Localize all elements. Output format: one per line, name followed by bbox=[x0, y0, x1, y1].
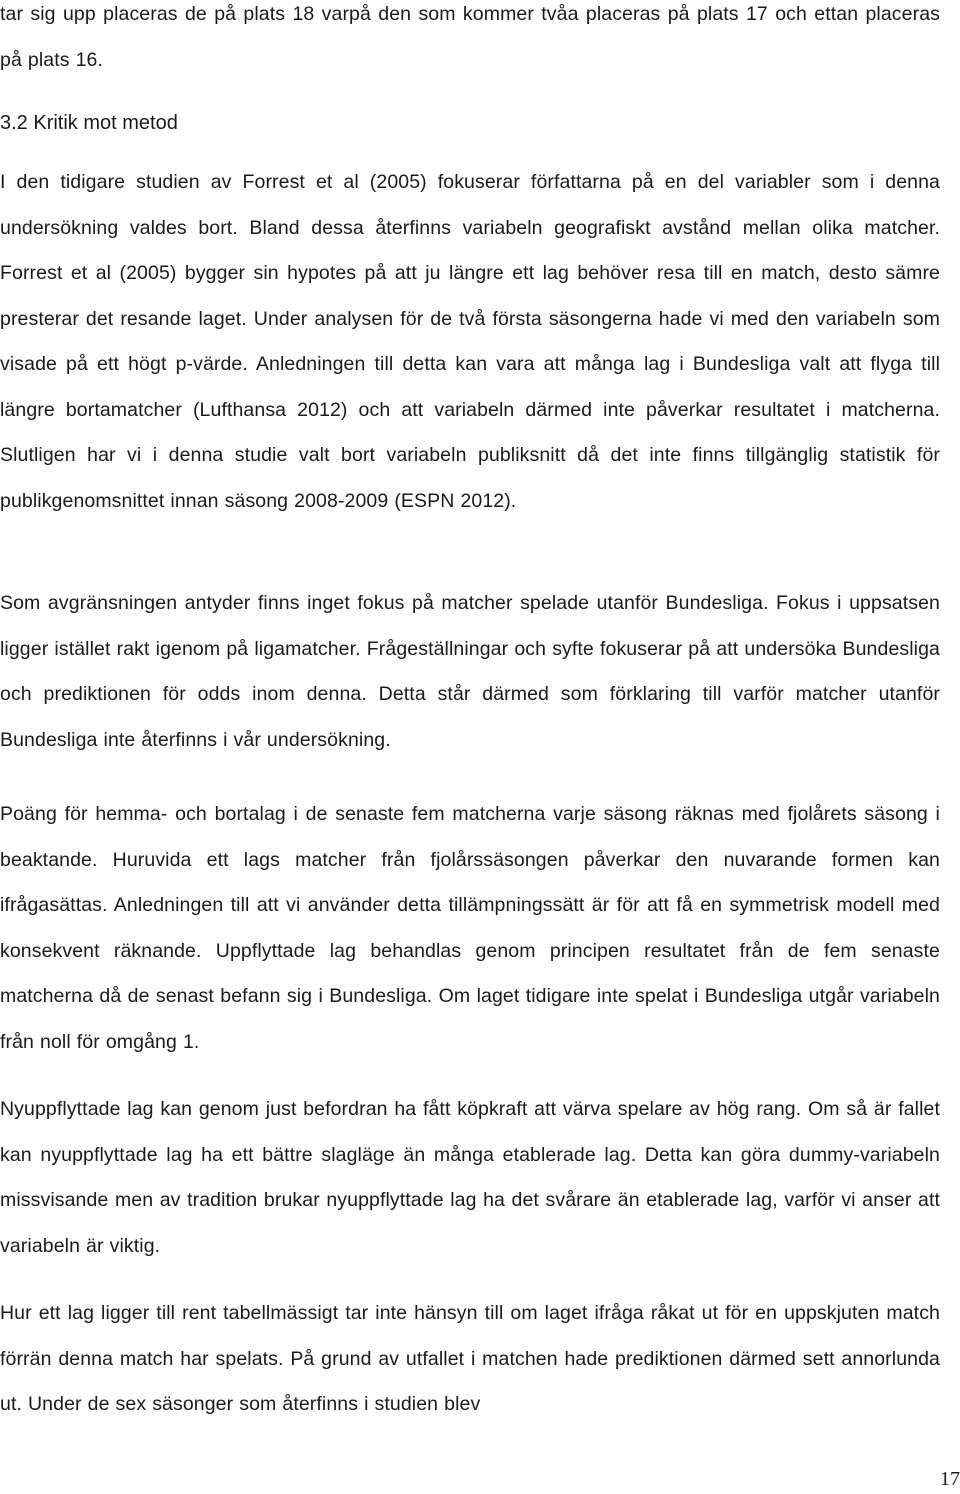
paragraph-2: Som avgränsningen antyder finns inget fokus på matcher spelade utanför Bundesliga. Fokus i uppsatsen ligger istället rakt igenom på ligamatcher. Frågeställningar och syfte fokuserar på att undersöka Bundesliga och prediktionen för odds inom denna. Detta står därmed som förklaring till varför matcher utanför Bundesliga inte återfinns i vår undersökning. bbox=[0, 592, 940, 751]
paragraph-1: I den tidigare studien av Forrest et al (2005) fokuserar författarna på en del variabler som i denna undersökning valdes bort. Bland dessa återfinns variabeln geografiskt avstånd mellan olika matcher. Forrest et al (2005) bygger sin hypotes på att ju längre ett lag behöver resa till en match, desto sämre presterar det resande laget. Under analysen för de två första säsongerna hade vi med den variabeln som visade på ett högt p-värde. Anledningen till detta kan vara att många lag i Bundesliga valt att flyga till längre bortamatcher (Lufthansa 2012) och att variabeln därmed inte påverkar resultatet i matcherna. Slutligen har vi i denna studie valt bort variabeln publiksnitt då det inte finns tillgänglig statistik för publikgenomsnittet innan säsong 2008-2009 (ESPN 2012). bbox=[0, 171, 940, 512]
paragraph-3: Poäng för hemma- och bortalag i de senaste fem matcherna varje säsong räknas med fjolårets säsong i beaktande. Huruvida ett lags matcher från fjolårssäsongen påverkar den nuvarande formen kan ifrågasättas. Anledningen till att vi använder detta tillämpningssätt är för att få en symmetrisk modell med konsekvent räknande. Uppflyttade lag behandlas genom principen resultatet från de fem senaste matcherna då de senast befann sig i Bundesliga. Om laget tidigare inte spelat i Bundesliga utgår variabeln från noll för omgång 1. bbox=[0, 803, 940, 1053]
paragraph-5: Hur ett lag ligger till rent tabellmässigt tar inte hänsyn till om laget ifråga råkat ut för en uppskjuten match förrän denna match har spelats. På grund av utfallet i matchen hade prediktionen därmed sett annorlunda ut. Under de sex säsonger som återfinns i studien blev bbox=[0, 1302, 940, 1415]
intro-paragraph: tar sig upp placeras de på plats 18 varpå den som kommer tvåa placeras på plats 17 och ettan placeras på plats 16. bbox=[0, 3, 940, 71]
section-heading: 3.2 Kritik mot metod bbox=[0, 112, 178, 134]
page-number: 17 bbox=[940, 1468, 960, 1490]
paragraph-4: Nyuppflyttade lag kan genom just befordran ha fått köpkraft att värva spelare av hög rang. Om så är fallet kan nyuppflyttade lag ha ett bättre slagläge än många etablerade lag. Detta kan göra dummy-variabeln missvisande men av tradition brukar nyuppflyttade lag ha det svårare än etablerade lag, varför vi anser att variabeln är viktig. bbox=[0, 1098, 940, 1257]
